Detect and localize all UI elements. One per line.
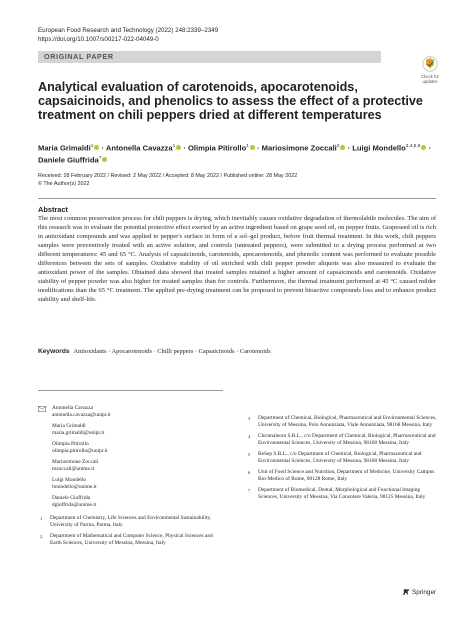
affiliation-number: 5 [248,452,251,457]
keywords [38,347,438,356]
contact-entry [52,495,223,509]
keywords-label: Keywords [38,348,70,355]
publisher-logo[interactable] [402,588,436,596]
author-separator: · [345,143,353,153]
contact-email[interactable]: mzoccali@unime.it [52,466,95,472]
abstract-heading: Abstract [38,205,68,214]
divider [38,198,436,199]
contact-entry [52,405,223,419]
affiliation-number: 1 [40,516,43,521]
orcid-icon[interactable] [102,157,107,162]
affiliation [38,515,223,529]
author-affiliation-ref: 2 [336,144,340,149]
copyright: © The Author(s) 2022 [38,181,90,187]
affiliation-text: BeSep S.R.L., c/o Department of Chemical, Biological, Pharmaceutical and Environmental Sciences, University of Messina, 98168 Messina, Italy [258,451,422,464]
publisher-name: Springer [412,588,437,596]
affiliation [246,433,438,447]
contact-name: Antonella Cavazza [52,405,93,411]
author-separator: · [99,143,106,153]
contact-entry [52,459,223,473]
contact-list [38,405,223,509]
contact-name: Mariosimone Zoccali [52,459,99,465]
contact-entry [52,423,223,437]
affiliation-text: Department of Chemistry, Life Sciences and Environmental Sustainability, University of Parma, Parma, Italy [50,515,212,528]
author-name[interactable]: Mariosimone Zoccali [261,143,337,153]
affiliation [246,415,438,429]
affiliation [246,487,438,501]
contact-name: Olimpia Pitirollo [52,441,89,447]
paper-type-label: ORIGINAL PAPER [38,51,381,63]
author-name[interactable]: Olimpia Pitirollo [188,143,247,153]
affiliation-text: Unit of Food Science and Nutrition, Department of Medicine, University Campus Bio-Medico of Rome, 00128 Rome, Italy [258,469,435,482]
affiliation-number: 4 [248,434,251,439]
doi-link[interactable]: https://doi.org/10.1007/s00217-022-04049-0 [38,36,159,43]
affiliation-text: Department of Biomedical, Dental, Morphological and Functional Imaging Sciences, University of Messina, Via Consolare Valeria, 98125 Messina, Italy [258,487,426,500]
author-list [38,142,438,166]
contacts-column [38,405,223,551]
affiliation-number: 6 [248,470,251,475]
affiliations-column [246,415,438,505]
contact-name: Maria Grimaldi [52,423,86,429]
keywords-list: Antioxidants · Apocarotenoids · Chilli peppers · Capsaicinoids · Carotenoids [73,348,271,355]
author-name[interactable]: Maria Grimaldi [38,143,91,153]
contact-entry [52,477,223,491]
affiliation-number: 7 [248,488,251,493]
author-affiliation-ref: 1 [90,144,94,149]
check-for-updates-icon [422,56,438,72]
contact-name: Luigi Mondello [52,477,86,483]
author-separator: · [181,143,189,153]
contact-name: Daniele Giuffrida [52,495,91,501]
affiliation-text: Chromaleont S.R.L., c/o Department of Chemical, Biological, Pharmaceutical and Environmental Sciences, University of Messina, 98168 Messina, Italy [258,433,436,446]
affiliation [38,533,223,547]
author-name[interactable]: Luigi Mondello [352,143,406,153]
author-name[interactable]: Daniele Giuffrida [38,155,99,165]
author-affiliation-ref: 1 [172,144,176,149]
check-for-updates-line2: updates [422,79,438,84]
article-title: Analytical evaluation of carotenoids, apocarotenoids, capsaicinoids, and phenolics to assess the effect of a protective treatment on chili peppers dried at different temperatures [38,80,423,123]
abstract-text: The most common preservation process for chili peppers is drying, which inevitably causes oxidative degradation of thermolabile molecules. The aim of this research was to evaluate the potential protective effect exerted by an active ingredient based on grape seed oil, on pepper fruits. Grapeseed oil is rich in antioxidant compounds and was applied to pepper's surface in form of a sol–gel product, before fruit thermal treatment. In this work, chili peppers samples were preventively treated with an active solution, and controls (untreated peppers), were submitted to a drying process performed at two different temperatures: 45 and 65 °C. Analysis of capsaicinoids, carotenoids, apocarotenoids, and phenolic content was performed to evaluate possible differences between the sets of samples. Oxidative stability of oil enriched with chili pepper powder aliquots was also measured to evaluate the antioxidant power of the samples. Obtained data showed that treated samples retained a higher amount of capsaicinoids and carotenoids. Oxidative stability of pepper powder was also higher for treated samples than for controls. Furthermore, the thermal treatment performed at 45 °C caused milder modifications than the 65 °C treatment. The applied pre-drying treatment can be proposed to prevent bioactive compounds loss and to enhance product stability and shelf-life. [38,215,436,303]
footnote-divider [38,390,223,391]
author-affiliation-ref: 1 [246,144,249,149]
author-name[interactable]: Antonella Cavazza [105,143,173,153]
contact-email[interactable]: antonella.cavazza@unipr.it [52,412,111,418]
springer-horse-icon [402,588,410,596]
affiliation-text: Department of Chemical, Biological, Pharmaceutical and Environmental Sciences, University of Messina, Polo Annunziata, Viale Annunziata, 98168 Messina, Italy [258,415,437,428]
history-dates: Received: 28 February 2022 / Revised: 2 May 2022 / Accepted: 8 May 2022 / Published online: 28 May 2022 [38,173,298,179]
envelope-icon[interactable] [38,406,46,412]
contact-email[interactable]: lmondello@unime.it [52,484,97,490]
author-separator: · [254,143,262,153]
affiliation-text: Department of Mathematical and Computer Science, Physical Sciences and Earth Sciences, University of Messina, Messina, Italy [50,533,213,546]
author-affiliation-ref: 3,4,5,6 [405,144,421,149]
affiliation-number: 3 [248,416,251,421]
contact-email[interactable]: olimpia.pitirollo@unipr.it [52,448,108,454]
publication-dates [38,172,297,188]
journal-header [38,26,218,44]
affiliation [246,469,438,483]
contact-entry [52,441,223,455]
contact-email[interactable]: maria.grimaldi@unipr.it [52,430,105,436]
affiliation-number: 2 [40,534,43,539]
author-affiliation-ref: 7 [98,156,102,162]
affiliation [246,451,438,465]
author-separator: · [426,143,432,153]
contact-email[interactable]: dgiuffrida@unime.it [52,502,97,508]
journal-citation: European Food Research and Technology (2022) 248:2339–2349 [38,27,219,34]
check-for-updates-line1: Check for [421,74,439,79]
